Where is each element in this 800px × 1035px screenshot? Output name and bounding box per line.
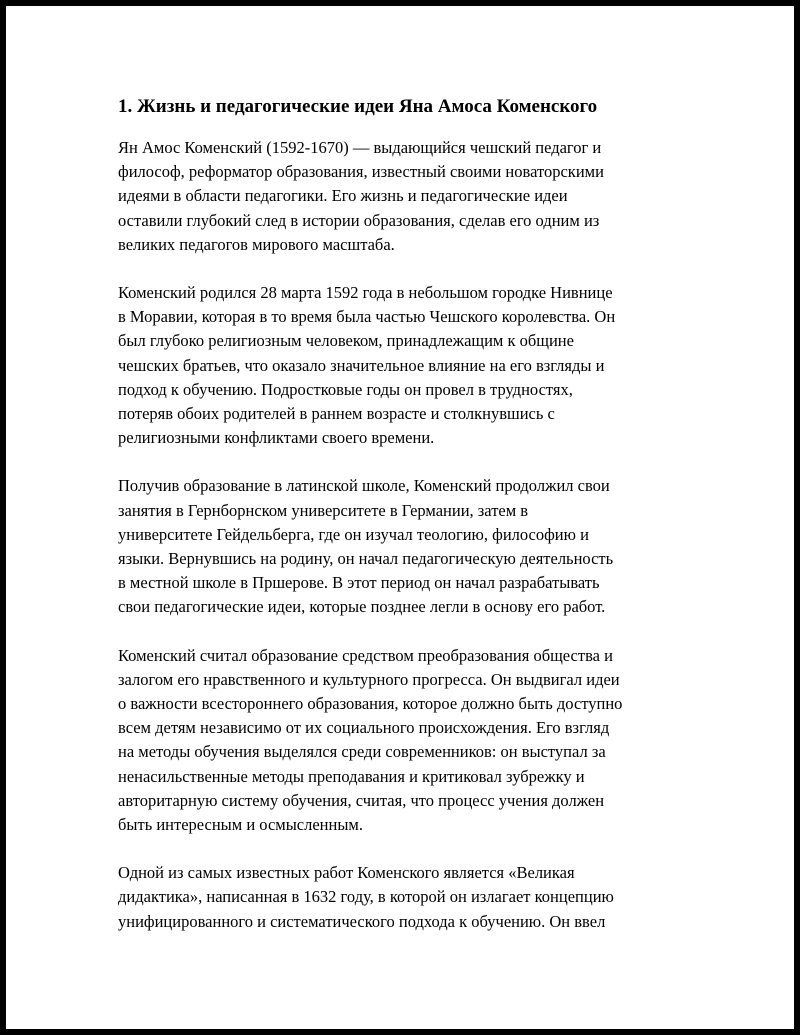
paragraph-1: [118, 136, 684, 257]
text-line: в Моравии, которая в то время была частью Чешского королевства. Он: [118, 307, 616, 327]
text-line: быть интересным и осмысленным.: [118, 815, 363, 835]
text-line: университете Гейдельберга, где он изучал теологию, философию и: [118, 524, 589, 544]
text-line: свои педагогические идеи, которые позднее легли в основу его работ.: [118, 597, 606, 617]
text-line: религиозными конфликтами своего времени.: [118, 428, 435, 448]
text-line: Одной из самых известных работ Коменского является «Великая: [118, 863, 575, 883]
paragraph-3: [118, 474, 684, 619]
text-line: оставили глубокий след в истории образования, сделав его одним из: [118, 210, 600, 230]
text-line: на методы обучения выделялся среди современников: он выступал за: [118, 742, 606, 762]
text-line: авторитарную систему обучения, считая, что процесс учения должен: [118, 790, 605, 810]
text-line: ненасильственные методы преподавания и критиковал зубрежку и: [118, 766, 585, 786]
text-line: о важности всестороннего образования, которое должно быть доступно: [118, 694, 623, 714]
text-line: философ, реформатор образования, известный своими новаторскими: [118, 162, 604, 182]
text-line: потеряв обоих родителей в раннем возрасте и столкнувшись с: [118, 404, 555, 424]
text-line: дидактика», написанная в 1632 году, в которой он излагает концепцию: [118, 887, 614, 907]
text-line: в местной школе в Пршерове. В этот период он начал разрабатывать: [118, 573, 600, 593]
text-line: идеями в области педагогики. Его жизнь и педагогические идеи: [118, 186, 568, 206]
text-line: залогом его нравственного и культурного прогресса. Он выдвигал идеи: [118, 669, 620, 689]
text-line: унифицированного и систематического подхода к обучению. Он ввел: [118, 911, 606, 931]
text-line: Коменский родился 28 марта 1592 года в небольшом городке Нивнице: [118, 283, 613, 303]
paragraph-2: [118, 281, 684, 450]
text-line: был глубоко религиозным человеком, принадлежащим к общине: [118, 331, 574, 351]
text-line: чешских братьев, что оказало значительное влияние на его взгляды и: [118, 355, 605, 375]
text-line: языки. Вернувшись на родину, он начал педагогическую деятельность: [118, 549, 614, 569]
text-line: Ян Амос Коменский (1592-1670) — выдающийся чешский педагог и: [118, 138, 602, 157]
text-line: занятия в Гернборнском университете в Германии, затем в: [118, 500, 529, 520]
text-line: Коменский считал образование средством преобразования общества и: [118, 645, 613, 665]
document-body: [118, 92, 684, 958]
text-line: Получив образование в латинской школе, Коменский продолжил свои: [118, 476, 610, 496]
text-line: подход к обучению. Подростковые годы он провел в трудностях,: [118, 379, 573, 399]
paragraph-4: [118, 644, 684, 838]
paragraph-5: [118, 861, 684, 934]
text-line: всем детям независимо от их социального происхождения. Его взгляд: [118, 718, 610, 738]
section-heading: 1. Жизнь и педагогические идеи Яна Амоса Коменского: [118, 96, 598, 117]
text-line: великих педагогов мирового масштаба.: [118, 234, 395, 254]
